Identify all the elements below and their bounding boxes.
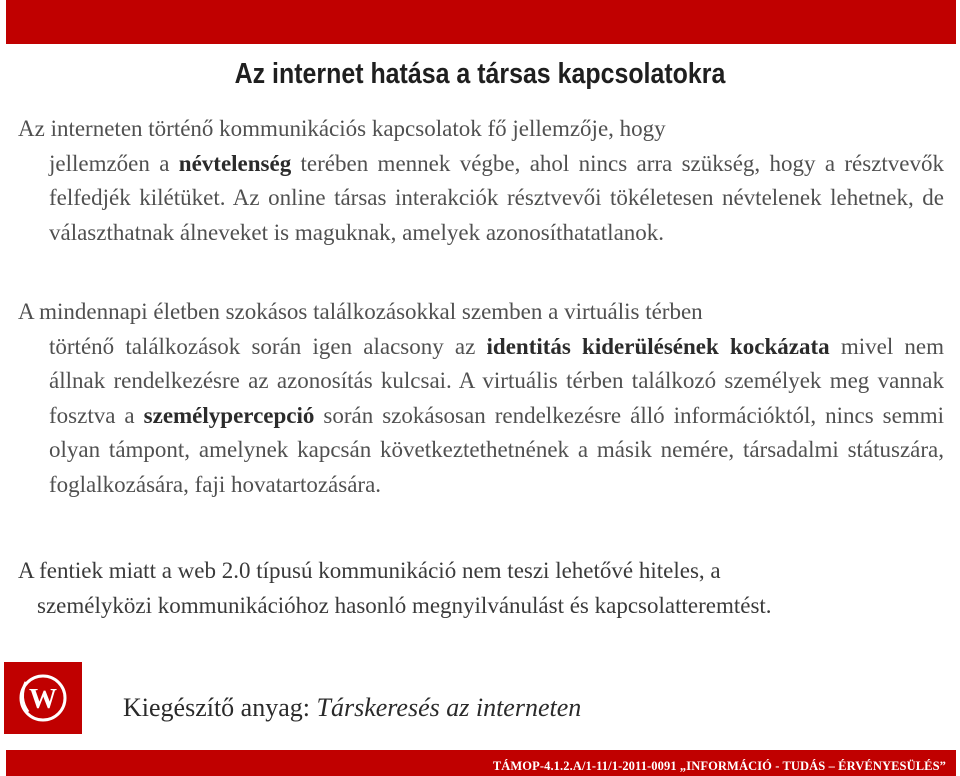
p1-continuation: jellemzően a névtelenség terében mennek végbe, ahol nincs arra szükség, hogy a résztvevők felfedjék kilétüket. Az online társas interakciók résztvevői tökéletesen névtelenek lehetnek, de választhatnak álneveket is maguknak, amelyek azonosíthatatlanok. [49,150,944,245]
page-title: Az internet hatása a társas kapcsolatokra [234,58,726,90]
logo-emblem-icon [4,662,82,734]
supplement-link[interactable]: Társkeresés az interneten [316,693,582,722]
institution-logo [4,662,82,734]
p3-line1: A fentiek miatt a web 2.0 típusú kommunikáció nem teszi lehetővé hiteles, a [18,558,721,583]
p2-continuation: történő találkozások során igen alacsony az identitás kiderülésének kockázata mivel nem állnak rendelkezésre az azonosítás kulcsai. A virtuális térben találkozó személyek meg vannak fosztva a személypercepció során szokásosan rendelkezésre álló információktól, nincs semmi olyan támpont, amelynek kapcsán következtethetnének a másik nemére, társadalmi státuszára, foglalkozására, faji hovatartozására. [49,333,944,497]
p1-line1: Az interneten történő kommunikációs kapcsolatok fő jellemzője, hogy [18,116,666,141]
footer-project-code: TÁMOP-4.1.2.A/1-11/1-2011-0091 „INFORMÁCIÓ - TUDÁS – ÉRVÉNYESÜLÉS” [492,759,946,773]
footer-bar [6,750,956,776]
p2-bold-person-perception: személypercepció [143,402,315,428]
paragraph-anonymity [18,112,944,250]
paragraph-identity [18,295,944,502]
supplementary-material [123,693,581,723]
p2-bold-identity-risk: identitás kiderülésének kockázata [486,333,830,359]
p1-bold-anonymity: névtelenség [178,150,292,176]
logo-letter: W [29,684,57,715]
header-bar [6,0,956,44]
paragraph-conclusion [18,554,944,623]
p2-line1: A mindennapi életben szokásos találkozásokkal szemben a virtuális térben [18,299,703,324]
supplement-label: Kiegészítő anyag: [123,693,317,722]
p3-continuation: személyközi kommunikációhoz hasonló megnyilvánulást és kapcsolatteremtést. [37,592,772,618]
